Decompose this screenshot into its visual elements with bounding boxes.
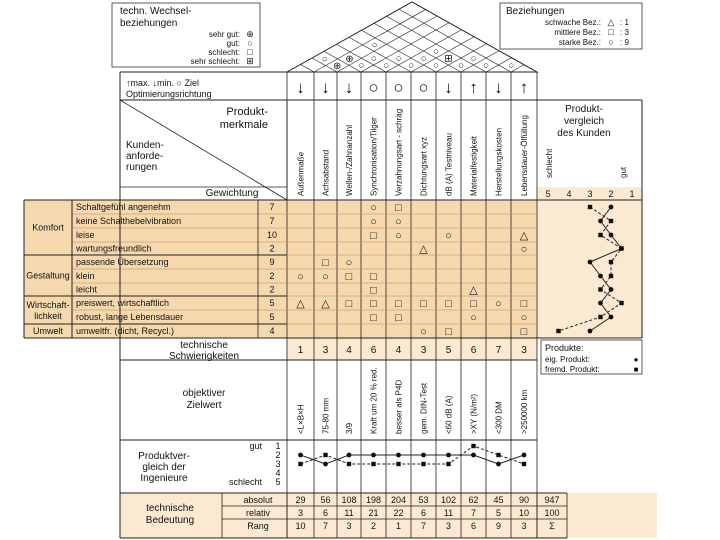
rel-legend-label: mittlere Bez.:: [554, 28, 601, 37]
corr-legend-symbol: ○: [247, 38, 253, 48]
corr-legend-title: techn. Wechsel-: [120, 6, 192, 17]
requirement-weight: 4: [269, 326, 275, 336]
direction-arrow: ↓: [296, 78, 305, 97]
header-kundenanforderungen: Kunden-: [126, 140, 164, 151]
ingenieure-point-eigen: [446, 453, 451, 458]
correlation-symbol: ○: [371, 40, 378, 52]
requirement-weight: 7: [269, 202, 275, 212]
correlation-symbol: ○: [358, 60, 365, 72]
zielwert-value: <60 dB (A): [444, 395, 454, 434]
produktmerkmal-label: dB (A) Testniveau: [444, 133, 454, 196]
ingenieure-point-eigen: [347, 453, 352, 458]
bedeutung-value: 204: [390, 495, 407, 505]
produkte-legend-label: fremd. Produkt:: [545, 365, 600, 374]
corr-legend-label: sehr gut:: [208, 30, 240, 39]
zielwert-value: 3/9: [345, 422, 354, 434]
kunde-vergleich-point-eigen: [598, 274, 603, 279]
produkte-legend-label: eig. Produkt:: [545, 355, 590, 364]
ingenieure-scale-number: 1: [275, 441, 281, 451]
corr-legend-label: sehr schlecht:: [190, 57, 240, 66]
bedeutung-total: 947: [544, 495, 560, 505]
relationship-symbol: ○: [370, 202, 377, 214]
ingenieure-scale-word: gut: [249, 441, 262, 451]
schwierigkeit-value: 6: [370, 345, 377, 356]
relationship-symbol: □: [345, 298, 353, 310]
correlation-symbol: ○: [395, 53, 402, 65]
relationship-symbol: △: [469, 284, 478, 297]
ingenieure-point-fremd: [522, 462, 526, 466]
kunde-vergleich-point-fremd: [556, 329, 560, 333]
direction-arrow: ○: [393, 78, 404, 97]
direction-arrow: ↓: [444, 78, 453, 97]
correlation-symbol: ○: [457, 60, 465, 72]
kunde-vergleich-title: Produkt-: [565, 104, 603, 115]
schwierigkeit-value: 6: [470, 345, 477, 356]
corr-legend-symbol: □: [247, 47, 253, 57]
rel-legend-label: schwache Bez.:: [544, 18, 601, 27]
kunde-scale-good: gut: [619, 166, 628, 178]
rel-legend-symbol: △: [607, 17, 615, 27]
requirement-label: preiswert, wirtschaftlich: [76, 298, 170, 308]
bedeutung-value: 45: [493, 495, 504, 505]
bedeutung-value: 10: [518, 508, 530, 518]
relationship-symbol: □: [370, 298, 377, 310]
bedeutung-value: 9: [495, 521, 502, 531]
relationship-symbol: □: [370, 284, 377, 297]
bedeutung-value: 3: [346, 521, 352, 531]
correlation-symbol: ○: [407, 60, 415, 72]
bedeutung-value: 2: [370, 521, 377, 531]
kunde-vergleich-point-fremd: [619, 246, 623, 250]
bedeutung-value: 6: [420, 508, 427, 518]
bedeutung-value: 7: [322, 521, 329, 531]
requirement-label: passende Übersetzung: [76, 257, 169, 267]
bedeutung-total: Σ: [549, 521, 555, 531]
zielwert-value: besser als P4D: [394, 379, 404, 434]
requirement-group-label: Wirtschaft-: [26, 300, 70, 310]
bedeutung-value: 21: [368, 508, 379, 518]
header-produktmerkmale: merkmale: [219, 119, 268, 131]
requirement-weight: 7: [269, 216, 275, 226]
ingenieure-label: gleich der: [142, 462, 186, 473]
requirement-weight: 2: [269, 243, 275, 254]
header-kundenanforderungen: anforde-: [126, 151, 164, 162]
ingenieure-scale-word: schlecht: [228, 477, 262, 487]
kunde-vergleich-title: vergleich: [563, 116, 605, 127]
kunde-vergleich-point-fremd: [609, 274, 613, 278]
direction-arrow: ↓: [344, 78, 354, 97]
relationship-symbol: □: [420, 298, 427, 310]
kunde-vergleich-point-fremd: [588, 205, 592, 209]
header-kundenanforderungen: rungen: [126, 162, 158, 173]
relationship-symbol: □: [395, 312, 402, 324]
relationship-symbol: △: [321, 298, 330, 310]
requirement-label: robust, lange Lebensdauer: [76, 312, 184, 322]
kunde-scale-number: 2: [608, 189, 614, 199]
bedeutung-value: 7: [470, 508, 477, 518]
relationship-symbol: □: [370, 271, 377, 283]
ingenieure-label: Produktver-: [138, 451, 190, 462]
correlation-symbol: ○: [321, 53, 328, 65]
ingenieure-point-eigen: [323, 462, 328, 467]
requirement-weight: 10: [266, 230, 278, 240]
bedeutung-value: 29: [295, 495, 306, 505]
bedeutung-row-name: relativ: [245, 508, 271, 518]
schwierigkeit-label: Schwierigkeiten: [168, 351, 240, 362]
bedeutung-value: 11: [443, 508, 454, 518]
kunde-scale-number: 5: [545, 189, 551, 199]
produktmerkmal-label: Dichtungsart xyz: [419, 136, 429, 196]
bedeutung-value: 198: [365, 495, 382, 505]
bedeutung-value: 1: [395, 521, 402, 531]
direction-arrow: ↓: [494, 78, 503, 97]
bedeutung-value: 56: [320, 495, 331, 505]
requirement-weight: 2: [269, 271, 275, 281]
ingenieure-point-eigen: [496, 462, 501, 467]
kunde-vergleich-point-fremd: [598, 233, 602, 237]
header-gewichtung: Gewichtung: [205, 188, 259, 199]
requirement-group-label: Umwelt: [32, 326, 64, 336]
bedeutung-row-name: Rang: [247, 521, 269, 531]
bedeutung-value: 6: [322, 508, 329, 518]
produktmerkmal-label: Materialfestigkeit: [469, 135, 479, 196]
kunde-scale-number: 1: [629, 189, 635, 199]
ingenieure-point-fremd: [471, 444, 475, 448]
direction-arrow: ↑: [519, 78, 529, 97]
kunde-vergleich-point-eigen: [598, 301, 603, 306]
relationship-symbol: ○: [370, 216, 377, 228]
relationship-symbol: □: [395, 202, 402, 214]
schwierigkeit-value: 4: [395, 345, 402, 356]
relationship-symbol: □: [520, 298, 528, 310]
kunde-vergleich-point-fremd: [619, 301, 623, 305]
produktmerkmal-label: Außenmaße: [296, 151, 306, 196]
ingenieure-point-fremd: [396, 462, 400, 466]
ingenieure-point-fremd: [323, 453, 327, 457]
ingenieure-point-fremd: [421, 462, 425, 466]
opt-direction-label: Optimierungsrichtung: [126, 89, 212, 99]
bedeutung-value: 10: [295, 521, 306, 531]
relationship-symbol: △: [419, 243, 428, 256]
ingenieure-point-eigen: [421, 453, 426, 458]
correlation-symbol: ○: [508, 60, 515, 72]
kunde-vergleich-title: des Kunden: [557, 128, 611, 139]
kunde-vergleich-point-eigen: [598, 219, 603, 224]
ingenieure-point-fremd: [446, 462, 450, 466]
relationship-symbol: ○: [345, 257, 353, 269]
relationship-symbol: ○: [520, 243, 528, 256]
ingenieure-label: Ingenieure: [140, 473, 188, 484]
requirement-weight: 5: [269, 312, 275, 322]
requirement-group-label: lichkeit: [34, 311, 62, 321]
zielwert-value: >XY (N/m²): [469, 393, 479, 434]
kunde-scale-number: 4: [566, 189, 572, 199]
bedeutung-row-name: absolut: [243, 495, 273, 505]
relationship-symbol: ○: [297, 271, 304, 283]
relationship-symbol: □: [470, 298, 477, 310]
rel-legend-symbol: ○: [608, 37, 614, 47]
correlation-symbol: ○: [432, 46, 440, 58]
produkte-legend-title: Produkte:: [545, 343, 584, 353]
correlation-symbol: ○: [432, 60, 440, 72]
relationship-symbol: ○: [470, 312, 477, 324]
kunde-scale-bad: schlecht: [545, 148, 554, 178]
requirement-label: umweltfr. (dicht, Recycl.): [76, 326, 175, 336]
relationship-symbol: ○: [395, 216, 402, 228]
requirement-label: klein: [76, 271, 95, 281]
relationship-symbol: ○: [495, 298, 502, 310]
ingenieure-scale-number: 5: [275, 477, 281, 487]
corr-legend-title: beziehungen: [120, 18, 178, 29]
produkte-legend-symbol: ●: [633, 355, 639, 364]
ingenieure-point-eigen: [522, 453, 527, 458]
rel-legend-label: starke Bez.:: [558, 38, 601, 47]
relationship-symbol: □: [445, 326, 452, 338]
relationship-symbol: ○: [395, 230, 402, 242]
bedeutung-value: 22: [393, 508, 404, 518]
bedeutung-value: 3: [297, 508, 304, 518]
schwierigkeit-value: 7: [495, 345, 502, 356]
direction-arrow: ↓: [321, 78, 330, 97]
relationship-symbol: ○: [520, 312, 528, 324]
relationship-symbol: △: [519, 230, 529, 242]
correlation-symbol: ⊕: [345, 54, 354, 66]
requirement-weight: 9: [269, 257, 275, 267]
kunde-vergleich-point-eigen: [588, 260, 593, 265]
correlation-symbol: ⊞: [444, 53, 453, 65]
bedeutung-value: 102: [440, 495, 457, 505]
ingenieure-point-fremd: [347, 462, 351, 466]
kunde-vergleich-point-fremd: [609, 219, 613, 223]
requirement-label: Schaltgefühl angenehm: [76, 202, 171, 212]
header-produktmerkmale: Produkt-: [226, 106, 268, 118]
kunde-scale-number: 3: [587, 189, 593, 199]
bedeutung-value: 3: [521, 521, 527, 531]
kunde-vergleich-point-eigen: [609, 205, 614, 210]
ingenieure-scale-number: 3: [275, 459, 281, 469]
relationship-symbol: □: [370, 312, 377, 324]
kunde-vergleich-point-eigen: [609, 287, 614, 292]
zielwert-value: 75-80 mm: [321, 397, 331, 434]
relationship-symbol: □: [520, 326, 528, 338]
ingenieure-point-fremd: [371, 462, 375, 466]
corr-legend-symbol: ⊕: [246, 29, 254, 39]
requirement-label: keine Schalthebelvibration: [76, 216, 182, 226]
requirement-group-label: Komfort: [32, 222, 64, 233]
ingenieure-point-fremd: [298, 462, 302, 466]
corr-legend-symbol: ⊞: [246, 56, 254, 66]
rel-legend-title: Beziehungen: [506, 6, 565, 17]
ingenieure-point-eigen: [298, 453, 303, 458]
relationship-symbol: △: [296, 298, 305, 310]
ingenieure-point-eigen: [471, 453, 476, 458]
zielwert-label: Zielwert: [186, 400, 222, 411]
bedeutung-total: 100: [544, 508, 560, 518]
bedeutung-value: 6: [470, 521, 477, 531]
bedeutung-value: 5: [495, 508, 502, 518]
corr-legend-label: schlecht:: [208, 48, 240, 57]
schwierigkeit-value: 3: [521, 345, 527, 356]
produkte-legend-symbol: ■: [633, 365, 639, 374]
relationship-symbol: □: [345, 271, 353, 283]
schwierigkeit-label: technische: [180, 340, 228, 351]
correlation-symbol: ○: [420, 53, 427, 65]
schwierigkeit-value: 3: [322, 345, 329, 356]
rel-legend-symbol: □: [608, 27, 614, 37]
bedeutung-value: 7: [420, 521, 427, 531]
requirement-group-label: Gestaltung: [26, 270, 70, 281]
correlation-symbol: ○: [482, 60, 490, 72]
opt-direction-legend: ↑max. ↓min. ○ Ziel: [126, 78, 199, 88]
zielwert-value: Kraft um 20 % red.: [369, 367, 379, 434]
bedeutung-value: 62: [468, 495, 479, 505]
relationship-symbol: □: [322, 257, 329, 269]
bedeutung-label: technische: [146, 503, 194, 514]
bedeutung-band: [120, 493, 657, 538]
direction-arrow: ○: [368, 78, 379, 97]
ingenieure-line: [301, 455, 525, 464]
produktmerkmal-label: Wellen-/Zahnanzahl: [345, 124, 354, 196]
relationship-symbol: ○: [445, 230, 452, 242]
schwierigkeit-value: 1: [297, 345, 304, 356]
relationship-symbol: □: [395, 298, 402, 310]
correlation-symbol: ⊕: [333, 60, 342, 72]
bedeutung-value: 11: [344, 508, 354, 518]
ingenieure-point-eigen: [371, 453, 376, 458]
schwierigkeit-value: 5: [445, 345, 452, 356]
kunde-vergleich-point-fremd: [609, 260, 613, 264]
rel-legend-value: : 3: [620, 28, 629, 37]
produktmerkmal-label: Synchronisation/Tilger: [369, 117, 379, 196]
produktmerkmal-label: Achsabstand: [321, 149, 331, 196]
rel-legend-value: : 9: [620, 38, 629, 47]
zielwert-value: gem. DIN-Test: [419, 382, 429, 434]
correlation-symbol: ○: [370, 53, 377, 65]
kunde-vergleich-point-fremd: [598, 287, 602, 291]
ingenieure-scale-number: 2: [275, 450, 281, 460]
bedeutung-label: Bedeutung: [145, 515, 195, 526]
relationship-symbol: □: [370, 230, 377, 242]
kunde-vergleich-point-eigen: [588, 329, 593, 334]
schwierigkeit-value: 3: [420, 345, 427, 356]
ingenieure-point-eigen: [396, 453, 401, 458]
produktmerkmal-label: Lebensdauer-Ölfüllung: [520, 115, 529, 196]
kunde-vergleich-point-eigen: [609, 315, 614, 320]
kunde-vergleich-band: [537, 200, 642, 338]
relationship-symbol: ○: [420, 326, 427, 338]
bedeutung-value: 90: [518, 495, 530, 505]
requirement-label: leise: [76, 230, 95, 240]
schwierigkeit-value: 4: [346, 345, 352, 356]
bedeutung-value: 108: [341, 495, 357, 505]
ingenieure-scale-number: 4: [275, 468, 281, 478]
requirement-label: leicht: [76, 284, 98, 295]
correlation-symbol: ○: [470, 53, 477, 65]
requirement-label: wartungsfreundlich: [76, 243, 152, 254]
requirement-weight: 5: [269, 298, 275, 308]
zielwert-value: <300 DM: [494, 401, 504, 434]
direction-arrow: ↑: [469, 78, 478, 97]
requirement-weight: 2: [269, 284, 275, 295]
kunde-vergleich-point-eigen: [609, 233, 614, 238]
corr-legend-label: gut:: [226, 39, 240, 48]
correlation-symbol: ○: [382, 60, 390, 72]
bedeutung-value: 53: [418, 495, 429, 505]
relationship-symbol: □: [445, 298, 452, 310]
zielwert-value: <L×B×H: [296, 404, 306, 434]
direction-arrow: ○: [418, 78, 429, 97]
rel-legend-value: : 1: [620, 18, 629, 27]
zielwert-label: objektiver: [182, 388, 226, 399]
zielwert-value: >250000 km: [520, 389, 529, 434]
produktmerkmal-label: Verzahnungsart - schräg: [394, 108, 404, 196]
kunde-vergleich-point-fremd: [598, 315, 602, 319]
ingenieure-point-fremd: [496, 453, 500, 457]
bedeutung-value: 3: [445, 521, 452, 531]
relationship-symbol: ○: [322, 271, 329, 283]
produktmerkmal-label: Herstellungskosten: [494, 127, 504, 196]
